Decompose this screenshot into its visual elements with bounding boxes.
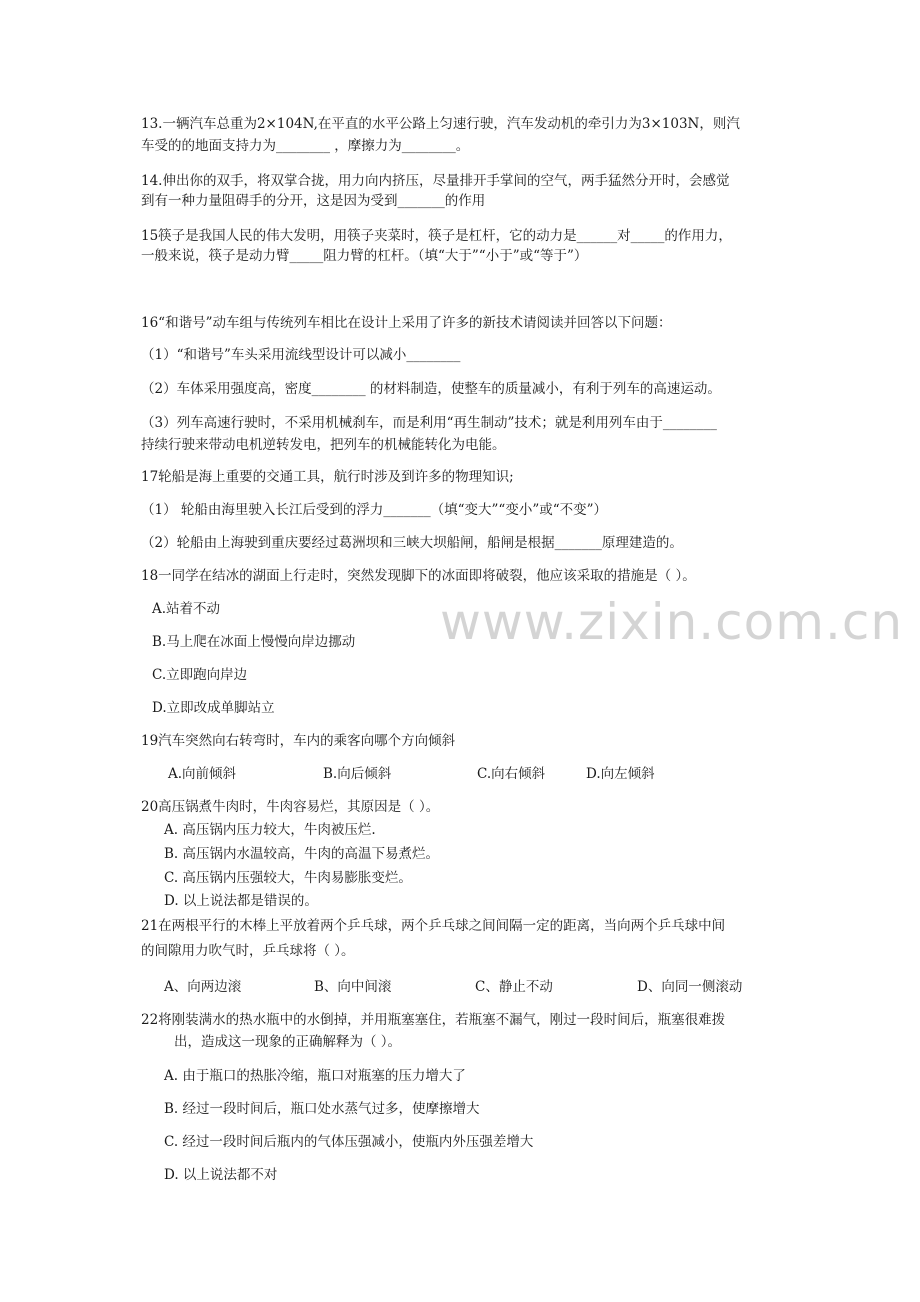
question-13-line-1: 13.一辆汽车总重为2×104N,在平直的水平公路上匀速行驶，汽车发动机的牵引力为3×103N，则汽 — [141, 116, 740, 132]
question-17-part-2: （2）轮船由上海驶到重庆要经过葛洲坝和三峡大坝船闸，船闸是根据_______原理建造的。 — [141, 535, 683, 551]
question-14-line-1: 14.伸出你的双手，将双掌合拢，用力向内挤压，尽量排开手掌间的空气，两手猛然分开时，会感觉 — [141, 173, 730, 189]
question-22-option-d: D. 以上说法都不对 — [164, 1167, 278, 1183]
watermark: www.zixin.com.cn — [440, 593, 904, 651]
question-21-option-c: C、静止不动 — [475, 979, 553, 995]
question-19-option-d: D.向左倾斜 — [586, 766, 655, 782]
question-15-line-2: 一般来说，筷子是动力臂_____阻力臂的杠杆。（填“大于”“小于”或“等于”） — [141, 248, 588, 264]
question-20-option-c: C. 高压锅内压强较大，牛肉易膨胀变烂。 — [164, 870, 412, 886]
question-16-part-1: （1）“和谐号”车头采用流线型设计可以减小________ — [141, 347, 461, 363]
question-16-part-3-line-1: （3）列车高速行驶时，不采用机械刹车，而是利用“再生制动”技术；就是利用列车由于________ — [141, 415, 717, 431]
question-16-part-3-line-2: 持续行驶来带动电机逆转发电，把列车的机械能转化为电能。 — [141, 437, 506, 453]
question-22-option-a: A. 由于瓶口的热胀冷缩，瓶口对瓶塞的压力增大了 — [164, 1068, 466, 1084]
question-22-option-b: B. 经过一段时间后，瓶口处水蒸气过多，使摩擦增大 — [164, 1101, 480, 1117]
question-21-line-2: 的间隙用力吹气时，乒乓球将（ ）。 — [141, 943, 355, 959]
question-19-option-a: A.向前倾斜 — [168, 766, 237, 782]
question-20-option-d: D. 以上说法都是错误的。 — [164, 893, 318, 909]
question-18-option-b: B.马上爬在冰面上慢慢向岸边挪动 — [152, 634, 356, 650]
question-21-option-d: D、向同一侧滚动 — [637, 979, 743, 995]
question-19-option-b: B.向后倾斜 — [323, 766, 392, 782]
question-16-part-2: （2）车体采用强度高，密度________ 的材料制造，使整车的质量减小，有利于列车的高速运动。 — [141, 381, 721, 397]
question-22-option-c: C. 经过一段时间后瓶内的气体压强减小，使瓶内外压强差增大 — [164, 1134, 534, 1150]
question-16-stem: 16“和谐号”动车组与传统列车相比在设计上采用了许多的新技术请阅读并回答以下问题： — [141, 315, 672, 331]
question-17-part-1: （1） 轮船由海里驶入长江后受到的浮力_______（填“变大”“变小”或“不变”） — [141, 502, 608, 518]
question-22-line-2: 出，造成这一现象的正确解释为（ ）。 — [174, 1034, 402, 1050]
question-20-option-b: B. 高压锅内水温较高，牛肉的高温下易煮烂。 — [164, 846, 440, 862]
question-18-option-d: D.立即改成单脚站立 — [152, 700, 275, 716]
question-19-option-c: C.向右倾斜 — [477, 766, 546, 782]
question-21-option-b: B、向中间滚 — [314, 979, 392, 995]
question-19-stem: 19汽车突然向右转弯时，车内的乘客向哪个方向倾斜 — [141, 733, 456, 749]
question-18-stem: 18一同学在结冰的湖面上行走时，突然发现脚下的冰面即将破裂，他应该采取的措施是（ ）。 — [141, 568, 696, 584]
question-18-option-a: A.站着不动 — [152, 601, 221, 617]
question-17-stem: 17轮船是海上重要的交通工具，航行时涉及到许多的物理知识; — [141, 469, 514, 485]
question-22-line-1: 22将刚装满水的热水瓶中的水倒掉，并用瓶塞塞住，若瓶塞不漏气，刚过一段时间后，瓶塞很难拨 — [141, 1012, 726, 1028]
question-20-option-a: A. 高压锅内压力较大，牛肉被压烂. — [164, 822, 376, 838]
question-21-line-1: 21在两根平行的木棒上平放着两个乒乓球，两个乒乓球之间间隔一定的距离，当向两个乒乓球中间 — [141, 918, 726, 934]
question-14-line-2: 到有一种力量阻碍手的分开，这是因为受到_______的作用 — [141, 193, 486, 209]
question-15-line-1: 15筷子是我国人民的伟大发明，用筷子夹菜时，筷子是杠杆，它的动力是______对_____的作用力， — [141, 228, 732, 244]
question-20-stem: 20高压锅煮牛肉时，牛肉容易烂，其原因是（ ）。 — [141, 799, 440, 815]
question-18-option-c: C.立即跑向岸边 — [152, 667, 248, 683]
question-21-option-a: A、向两边滚 — [164, 979, 242, 995]
question-13-line-2: 车受的的地面支持力为________ ，摩擦力为________。 — [141, 138, 470, 154]
